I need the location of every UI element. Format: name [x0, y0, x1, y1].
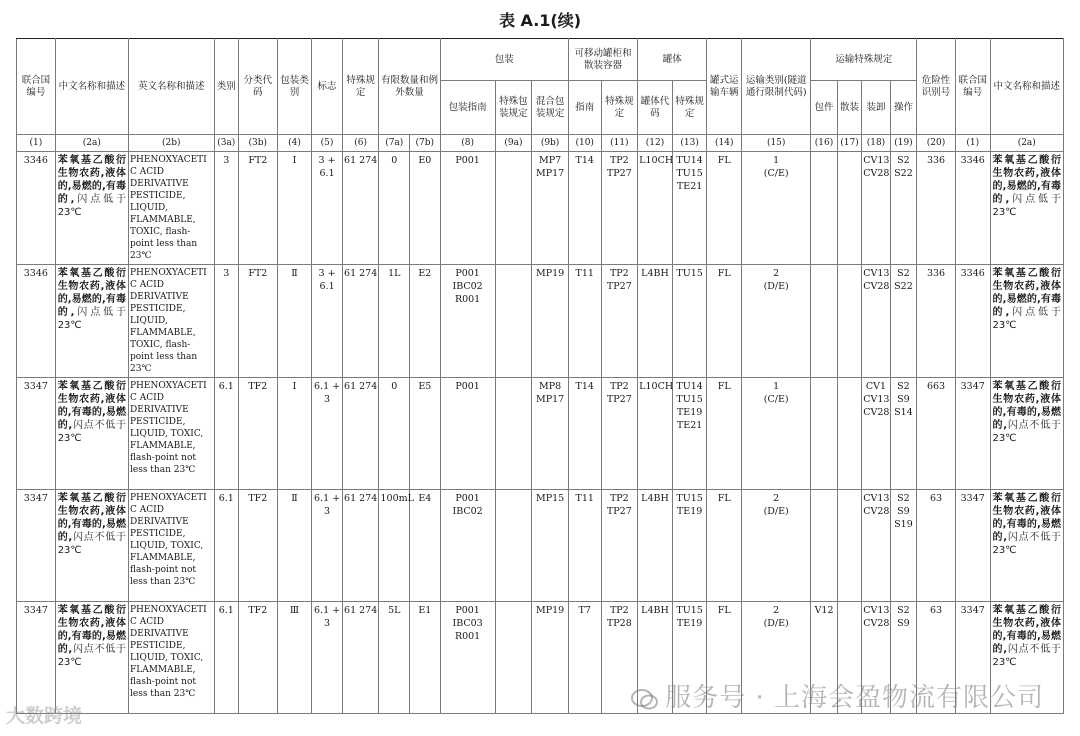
tank-code: L4BH — [638, 490, 673, 602]
chinese-name-flashpoint: 闪点不低于23℃ — [57, 420, 126, 444]
column-number: (16) — [811, 135, 837, 152]
chinese-name — [55, 602, 128, 714]
english-name: PHENOXYACETIC ACID DERIVATIVE PESTICIDE, LIQUID, FLAMMABLE, TOXIC, flash-point less than 23℃ — [129, 152, 215, 265]
column-number-row — [17, 135, 1064, 152]
header-packing-group: 包装类别 — [277, 39, 312, 135]
special-provisions: 61 274 — [342, 490, 379, 602]
column-number: (2a) — [990, 135, 1063, 152]
hazard-id: 336 — [917, 152, 956, 265]
mixed-packing: MP15 — [532, 490, 569, 602]
labels-cell: 3 + 6.1 — [312, 265, 343, 378]
tank-vehicle: FL — [707, 378, 742, 490]
special-packing — [495, 152, 532, 265]
special-operation: S2 S9 S19 — [890, 490, 916, 602]
mixed-packing: MP19 — [532, 602, 569, 714]
header-packages: 包件 — [811, 81, 837, 135]
classification-code: FT2 — [238, 265, 277, 378]
chinese-name — [55, 265, 128, 378]
header-class: 类别 — [214, 39, 238, 135]
tank-special-provisions: TP2 TP27 — [601, 265, 638, 378]
special-operation: S2 S9 S14 — [890, 378, 916, 490]
chinese-name-flashpoint: 闪点低于23℃ — [57, 194, 126, 218]
header-special-packing: 特殊包装规定 — [495, 81, 532, 135]
header-operation: 操作 — [890, 81, 916, 135]
classification-code: TF2 — [238, 602, 277, 714]
tank-instructions: T14 — [568, 152, 601, 265]
packing-group: I — [277, 152, 312, 265]
watermark-secondary: 大数跨境 — [6, 705, 83, 727]
special-operation: S2 S22 — [890, 265, 916, 378]
header-bulk: 散装 — [837, 81, 861, 135]
english-name: PHENOXYACETIC ACID DERIVATIVE PESTICIDE, LIQUID, TOXIC, FLAMMABLE, flash-point not less than 23℃ — [129, 490, 215, 602]
tank-vehicle: FL — [707, 265, 742, 378]
watermark — [631, 677, 1044, 714]
special-loading: CV13 CV28 — [862, 490, 891, 602]
tunnel-code: (C/E) — [763, 394, 789, 405]
special-loading: CV13 CV28 — [862, 265, 891, 378]
hazard-id: 336 — [917, 265, 956, 378]
tank-special-provisions-2: TU15 — [672, 265, 707, 378]
transport-category-number: 1 — [773, 155, 780, 166]
header-loading: 装卸 — [862, 81, 891, 135]
excepted-quantity: E2 — [410, 265, 441, 378]
un-number: 3346 — [17, 265, 56, 378]
transport-category-number: 2 — [773, 493, 780, 504]
chinese-name-2-flashpoint: 闪点不低于23℃ — [992, 532, 1061, 556]
un-number-2: 3347 — [955, 490, 990, 602]
special-packages — [811, 152, 837, 265]
tank-special-provisions: TP2 TP27 — [601, 490, 638, 602]
un-number-2: 3347 — [955, 378, 990, 490]
chinese-name-2 — [990, 152, 1063, 265]
tank-vehicle: FL — [707, 490, 742, 602]
special-bulk — [837, 378, 861, 490]
column-number: (18) — [862, 135, 891, 152]
classification-code: TF2 — [238, 490, 277, 602]
classification-code: FT2 — [238, 152, 277, 265]
limited-quantity: 1L — [379, 265, 410, 378]
table-row — [17, 265, 1064, 378]
labels-cell: 6.1 + 3 — [312, 378, 343, 490]
column-number: (2a) — [55, 135, 128, 152]
labels-cell: 6.1 + 3 — [312, 490, 343, 602]
column-number: (9a) — [495, 135, 532, 152]
column-number: (12) — [638, 135, 673, 152]
special-operation: S2 S9 — [890, 602, 916, 714]
column-number: (15) — [742, 135, 811, 152]
special-provisions: 61 274 — [342, 378, 379, 490]
table-row — [17, 378, 1064, 490]
transport-category-number: 2 — [773, 268, 780, 279]
header-tank-code: 罐体代码 — [638, 81, 673, 135]
un-number: 3347 — [17, 378, 56, 490]
english-name: PHENOXYACETIC ACID DERIVATIVE PESTICIDE, LIQUID, TOXIC, FLAMMABLE, flash-point not less than 23℃ — [129, 602, 215, 714]
special-provisions: 61 274 — [342, 602, 379, 714]
transport-category — [742, 265, 811, 378]
special-bulk — [837, 265, 861, 378]
special-loading: CV13 CV28 — [862, 152, 891, 265]
chinese-name-2-flashpoint: 闪点低于23℃ — [992, 194, 1061, 218]
chinese-name-2-flashpoint: 闪点不低于23℃ — [992, 420, 1061, 444]
special-provisions: 61 274 — [342, 152, 379, 265]
chinese-name-2 — [990, 490, 1063, 602]
class-cell: 6.1 — [214, 378, 238, 490]
tank-instructions: T7 — [568, 602, 601, 714]
tunnel-code: (D/E) — [763, 618, 789, 629]
english-name: PHENOXYACETIC ACID DERIVATIVE PESTICIDE, LIQUID, FLAMMABLE, TOXIC, flash-point less than 23℃ — [129, 265, 215, 378]
chinese-name-2-flashpoint: 闪点低于23℃ — [992, 307, 1061, 331]
watermark-text: 服务号 · 上海会盈物流有限公司 — [665, 683, 1044, 713]
wechat-icon — [631, 688, 659, 710]
column-number: (17) — [837, 135, 861, 152]
limited-quantity: 0 — [379, 152, 410, 265]
excepted-quantity: E5 — [410, 378, 441, 490]
chinese-name-2-bold: 苯氧基乙酸衍生物农药,液体的,有毒的,易燃的, — [992, 493, 1061, 543]
english-name: PHENOXYACETIC ACID DERIVATIVE PESTICIDE, LIQUID, TOXIC, FLAMMABLE, flash-point not less than 23℃ — [129, 378, 215, 490]
header-tank-vehicle: 罐式运输车辆 — [707, 39, 742, 135]
tank-special-provisions-2: TU14 TU15 TE21 — [672, 152, 707, 265]
un-number-2: 3346 — [955, 152, 990, 265]
header-english-name: 英文名称和描述 — [129, 39, 215, 135]
header-hazard-id: 危险性识别号 — [917, 39, 956, 135]
header-tank-special-2: 特殊规定 — [672, 81, 707, 135]
header-chinese-name: 中文名称和描述 — [55, 39, 128, 135]
table-row — [17, 152, 1064, 265]
packing-instructions: P001 — [440, 152, 495, 265]
chinese-name-bold: 苯氧基乙酸衍生物农药,液体的,易燃的,有毒的, — [57, 155, 126, 205]
chinese-name-2-bold: 苯氧基乙酸衍生物农药,液体的,有毒的,易燃的, — [992, 381, 1061, 431]
column-number: (6) — [342, 135, 379, 152]
chinese-name-2-flashpoint: 闪点不低于23℃ — [992, 644, 1061, 668]
un-number: 3347 — [17, 490, 56, 602]
chinese-name-2 — [990, 378, 1063, 490]
header-tank-instructions: 指南 — [568, 81, 601, 135]
chinese-name-2-bold: 苯氧基乙酸衍生物农药,液体的,有毒的,易燃的, — [992, 605, 1061, 655]
tank-instructions: T14 — [568, 378, 601, 490]
header-un-number-2: 联合国编号 — [955, 39, 990, 135]
mixed-packing: MP19 — [532, 265, 569, 378]
mixed-packing: MP8 MP17 — [532, 378, 569, 490]
tank-special-provisions: TP2 TP28 — [601, 602, 638, 714]
transport-category — [742, 490, 811, 602]
column-number: (20) — [917, 135, 956, 152]
header-packing-instructions: 包装指南 — [440, 81, 495, 135]
excepted-quantity: E1 — [410, 602, 441, 714]
special-loading: CV13 CV28 — [862, 602, 891, 714]
tank-vehicle: FL — [707, 152, 742, 265]
header-tanks: 罐体 — [638, 39, 707, 81]
header-labels: 标志 — [312, 39, 343, 135]
tunnel-code: (D/E) — [763, 506, 789, 517]
column-number: (11) — [601, 135, 638, 152]
special-provisions: 61 274 — [342, 265, 379, 378]
header-special-provisions: 特殊规定 — [342, 39, 379, 135]
un-number-2: 3347 — [955, 602, 990, 714]
hazard-id: 63 — [917, 490, 956, 602]
chinese-name-bold: 苯氧基乙酸衍生物农药,液体的,有毒的,易燃的, — [57, 493, 126, 543]
special-bulk — [837, 490, 861, 602]
excepted-quantity: E0 — [410, 152, 441, 265]
chinese-name-2-bold: 苯氧基乙酸衍生物农药,液体的,易燃的,有毒的, — [992, 155, 1061, 205]
column-number: (7b) — [410, 135, 441, 152]
header-packaging: 包装 — [440, 39, 568, 81]
transport-category — [742, 378, 811, 490]
class-cell: 3 — [214, 152, 238, 265]
special-loading: CV1 CV13 CV28 — [862, 378, 891, 490]
column-number: (1) — [17, 135, 56, 152]
column-number: (13) — [672, 135, 707, 152]
classification-code: TF2 — [238, 378, 277, 490]
chinese-name-flashpoint: 闪点低于23℃ — [57, 307, 126, 331]
chinese-name-2 — [990, 265, 1063, 378]
packing-instructions: P001 IBC02 — [440, 490, 495, 602]
tank-code: L10CH — [638, 152, 673, 265]
header-transport-category: 运输类别(隧道通行限制代码) — [742, 39, 811, 135]
hazard-id: 663 — [917, 378, 956, 490]
packing-group: Ⅱ — [277, 490, 312, 602]
column-number: (5) — [312, 135, 343, 152]
table-row — [17, 490, 1064, 602]
tank-instructions: T11 — [568, 265, 601, 378]
special-packing — [495, 602, 532, 714]
un-number-2: 3346 — [955, 265, 990, 378]
special-bulk — [837, 152, 861, 265]
chinese-name — [55, 152, 128, 265]
chinese-name — [55, 490, 128, 602]
header-limited-quantities: 有限数量和例外数量 — [379, 39, 440, 135]
chinese-name-bold: 苯氧基乙酸衍生物农药,液体的,有毒的,易燃的, — [57, 381, 126, 431]
labels-cell: 3 + 6.1 — [312, 152, 343, 265]
special-operation: S2 S22 — [890, 152, 916, 265]
header-portable-tanks: 可移动罐柜和散装容器 — [568, 39, 637, 81]
table-title: 表 A.1(续) — [498, 11, 582, 30]
dangerous-goods-table — [16, 38, 1064, 714]
packing-instructions: P001 IBC03 R001 — [440, 602, 495, 714]
column-number: (3b) — [238, 135, 277, 152]
chinese-name-bold: 苯氧基乙酸衍生物农药,液体的,有毒的,易燃的, — [57, 605, 126, 655]
header-classification-code: 分类代码 — [238, 39, 277, 135]
header-chinese-name-2: 中文名称和描述 — [990, 39, 1063, 135]
hazard-id: 63 — [917, 602, 956, 714]
transport-category-number: 2 — [773, 605, 780, 616]
column-number: (4) — [277, 135, 312, 152]
tank-special-provisions-2: TU14 TU15 TE19 TE21 — [672, 378, 707, 490]
mixed-packing: MP7 MP17 — [532, 152, 569, 265]
column-number: (9b) — [532, 135, 569, 152]
packing-instructions: P001 IBC02 R001 — [440, 265, 495, 378]
special-packing — [495, 265, 532, 378]
tank-special-provisions: TP2 TP27 — [601, 378, 638, 490]
chinese-name — [55, 378, 128, 490]
header-special-transport: 运输特殊规定 — [811, 39, 917, 81]
tank-special-provisions-2: TU15 TE19 — [672, 490, 707, 602]
header-tank-special: 特殊规定 — [601, 81, 638, 135]
column-number: (2b) — [129, 135, 215, 152]
chinese-name-2-bold: 苯氧基乙酸衍生物农药,液体的,易燃的,有毒的, — [992, 268, 1061, 318]
special-packing — [495, 378, 532, 490]
tank-special-provisions: TP2 TP27 — [601, 152, 638, 265]
excepted-quantity: E4 — [410, 490, 441, 602]
packing-group: I — [277, 378, 312, 490]
tank-code: L4BH — [638, 602, 673, 714]
chinese-name-flashpoint: 闪点不低于23℃ — [57, 644, 126, 668]
chinese-name-bold: 苯氧基乙酸衍生物农药,液体的,易燃的,有毒的, — [57, 268, 126, 318]
limited-quantity: 5L — [379, 602, 410, 714]
limited-quantity: 100mL — [379, 490, 410, 602]
tank-code: L10CH — [638, 378, 673, 490]
tunnel-code: (C/E) — [763, 168, 789, 179]
special-packages — [811, 265, 837, 378]
un-number: 3347 — [17, 602, 56, 714]
labels-cell: 6.1 + 3 — [312, 602, 343, 714]
transport-category-number: 1 — [773, 381, 780, 392]
packing-instructions: P001 — [440, 378, 495, 490]
column-number: (10) — [568, 135, 601, 152]
class-cell: 3 — [214, 265, 238, 378]
column-number: (3a) — [214, 135, 238, 152]
class-cell: 6.1 — [214, 602, 238, 714]
transport-category — [742, 152, 811, 265]
tank-vehicle: FL — [707, 602, 742, 714]
header-un-number: 联合国编号 — [17, 39, 56, 135]
column-number: (19) — [890, 135, 916, 152]
limited-quantity: 0 — [379, 378, 410, 490]
packing-group: Ⅱ — [277, 265, 312, 378]
un-number: 3346 — [17, 152, 56, 265]
tank-code: L4BH — [638, 265, 673, 378]
packing-group: Ⅲ — [277, 602, 312, 714]
column-number: (7a) — [379, 135, 410, 152]
special-packages: V12 — [811, 602, 837, 714]
special-packages — [811, 378, 837, 490]
tank-special-provisions-2: TU15 TE19 — [672, 602, 707, 714]
special-packing — [495, 490, 532, 602]
header-mixed-packing: 混合包装规定 — [532, 81, 569, 135]
special-packages — [811, 490, 837, 602]
tank-instructions: T11 — [568, 490, 601, 602]
column-number: (14) — [707, 135, 742, 152]
class-cell: 6.1 — [214, 490, 238, 602]
column-number: (1) — [955, 135, 990, 152]
tunnel-code: (D/E) — [763, 281, 789, 292]
column-number: (8) — [440, 135, 495, 152]
chinese-name-flashpoint: 闪点不低于23℃ — [57, 532, 126, 556]
